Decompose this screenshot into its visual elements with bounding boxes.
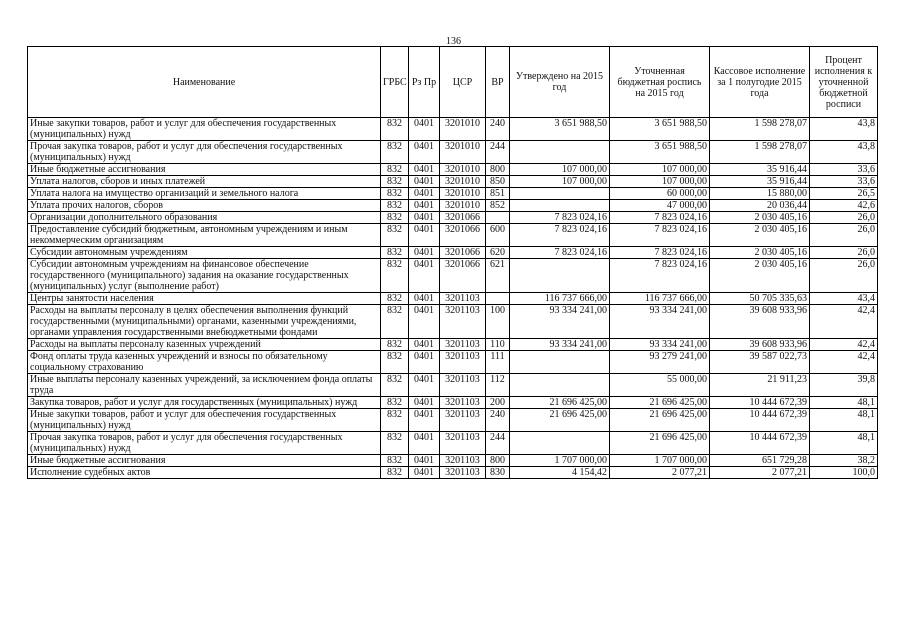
cell-vr: 200 [486,397,510,409]
header-rzpr: Рз Пр [409,47,440,118]
cell-rzpr: 0401 [409,212,440,224]
cell-grbs: 832 [381,200,409,212]
cell-rzpr: 0401 [409,409,440,432]
cell-vr: 851 [486,188,510,200]
cell-name: Прочая закупка товаров, работ и услуг для обеспечения государственных (муниципальных) нужд [28,141,381,164]
table-row [28,224,878,247]
cell-rzpr: 0401 [409,432,440,455]
cell-cash: 2 030 405,16 [710,259,810,293]
cell-name: Расходы на выплаты персоналу в целях обеспечения выполнения функций государственными (муниципальными) органами, казенными учреждениями, органами управления государственными внебюджетными фондами [28,305,381,339]
cell-refined: 3 651 988,50 [610,118,710,141]
cell-approved [510,200,610,212]
header-refined: Уточненная бюджетная роспись на 2015 год [610,47,710,118]
cell-percent: 26,0 [810,259,878,293]
cell-refined: 93 334 241,00 [610,305,710,339]
table-body [28,118,878,479]
header-csr: ЦСР [440,47,486,118]
cell-name: Иные бюджетные ассигнования [28,164,381,176]
cell-csr: 3201066 [440,224,486,247]
cell-grbs: 832 [381,224,409,247]
cell-percent: 42,4 [810,339,878,351]
cell-vr: 240 [486,118,510,141]
cell-grbs: 832 [381,118,409,141]
cell-vr: 830 [486,467,510,479]
cell-percent: 26,5 [810,188,878,200]
cell-approved: 107 000,00 [510,176,610,188]
cell-percent: 48,1 [810,432,878,455]
cell-name: Организации дополнительного образования [28,212,381,224]
cell-csr: 3201103 [440,409,486,432]
cell-grbs: 832 [381,455,409,467]
cell-cash: 2 030 405,16 [710,212,810,224]
cell-cash: 20 036,44 [710,200,810,212]
cell-csr: 3201103 [440,339,486,351]
cell-rzpr: 0401 [409,374,440,397]
cell-grbs: 832 [381,409,409,432]
table-row [28,118,878,141]
cell-name: Иные закупки товаров, работ и услуг для обеспечения государственных (муниципальных) нужд [28,118,381,141]
cell-grbs: 832 [381,247,409,259]
table-row [28,374,878,397]
cell-cash: 2 077,21 [710,467,810,479]
cell-approved: 7 823 024,16 [510,212,610,224]
cell-rzpr: 0401 [409,200,440,212]
cell-rzpr: 0401 [409,164,440,176]
cell-approved [510,141,610,164]
cell-percent: 26,0 [810,212,878,224]
cell-csr: 3201010 [440,118,486,141]
table-row [28,164,878,176]
header-percent: Процент исполнения к уточненной бюджетной росписи [810,47,878,118]
cell-csr: 3201103 [440,305,486,339]
table-row [28,259,878,293]
cell-approved: 93 334 241,00 [510,339,610,351]
header-vr: ВР [486,47,510,118]
cell-approved [510,188,610,200]
cell-approved: 7 823 024,16 [510,247,610,259]
cell-csr: 3201010 [440,176,486,188]
table-row [28,432,878,455]
cell-name: Субсидии автономным учреждениям [28,247,381,259]
cell-csr: 3201066 [440,247,486,259]
table-row [28,397,878,409]
cell-cash: 50 705 335,63 [710,293,810,305]
cell-cash: 2 030 405,16 [710,224,810,247]
cell-vr: 111 [486,351,510,374]
table-row [28,467,878,479]
table-row [28,200,878,212]
cell-vr: 100 [486,305,510,339]
table-header-row [28,47,878,118]
cell-refined: 7 823 024,16 [610,212,710,224]
cell-vr: 244 [486,141,510,164]
cell-name: Центры занятости населения [28,293,381,305]
header-approved: Утверждено на 2015 год [510,47,610,118]
table-row [28,247,878,259]
cell-refined: 116 737 666,00 [610,293,710,305]
cell-rzpr: 0401 [409,305,440,339]
cell-name: Уплата налога на имущество организаций и земельного налога [28,188,381,200]
cell-csr: 3201103 [440,293,486,305]
cell-grbs: 832 [381,212,409,224]
cell-percent: 38,2 [810,455,878,467]
cell-refined: 7 823 024,16 [610,259,710,293]
cell-refined: 3 651 988,50 [610,141,710,164]
cell-percent: 33,6 [810,164,878,176]
cell-csr: 3201066 [440,212,486,224]
cell-name: Иные закупки товаров, работ и услуг для обеспечения государственных (муниципальных) нужд [28,409,381,432]
cell-percent: 26,0 [810,224,878,247]
cell-grbs: 832 [381,432,409,455]
cell-name: Предоставление субсидий бюджетным, автономным учреждениям и иным некоммерческим организациям [28,224,381,247]
header-cash: Кассовое исполнение за 1 полугодие 2015 года [710,47,810,118]
table-row [28,351,878,374]
cell-rzpr: 0401 [409,467,440,479]
table-row [28,176,878,188]
cell-rzpr: 0401 [409,224,440,247]
cell-grbs: 832 [381,467,409,479]
cell-cash: 1 598 278,07 [710,141,810,164]
cell-refined: 60 000,00 [610,188,710,200]
cell-name: Субсидии автономным учреждениям на финансовое обеспечение государственного (муниципального) задания на оказание государственных (муниципальных) услуг (выполнение работ) [28,259,381,293]
cell-vr: 112 [486,374,510,397]
cell-approved: 1 707 000,00 [510,455,610,467]
cell-name: Уплата налогов, сборов и иных платежей [28,176,381,188]
cell-name: Иные бюджетные ассигнования [28,455,381,467]
cell-name: Исполнение судебных актов [28,467,381,479]
cell-percent: 39,8 [810,374,878,397]
cell-rzpr: 0401 [409,247,440,259]
cell-vr: 620 [486,247,510,259]
cell-refined: 93 334 241,00 [610,339,710,351]
cell-rzpr: 0401 [409,293,440,305]
cell-refined: 21 696 425,00 [610,409,710,432]
cell-grbs: 832 [381,259,409,293]
cell-rzpr: 0401 [409,141,440,164]
cell-cash: 39 608 933,96 [710,339,810,351]
cell-grbs: 832 [381,176,409,188]
cell-vr: 800 [486,455,510,467]
cell-refined: 21 696 425,00 [610,432,710,455]
cell-name: Прочая закупка товаров, работ и услуг для обеспечения государственных (муниципальных) нужд [28,432,381,455]
cell-grbs: 832 [381,305,409,339]
cell-cash: 10 444 672,39 [710,432,810,455]
cell-name: Расходы на выплаты персоналу казенных учреждений [28,339,381,351]
cell-percent: 43,4 [810,293,878,305]
cell-percent: 100,0 [810,467,878,479]
cell-percent: 42,4 [810,351,878,374]
cell-rzpr: 0401 [409,118,440,141]
cell-grbs: 832 [381,188,409,200]
cell-percent: 48,1 [810,397,878,409]
budget-table [27,46,878,479]
cell-name: Фонд оплаты труда казенных учреждений и взносы по обязательному социальному страхованию [28,351,381,374]
cell-approved: 116 737 666,00 [510,293,610,305]
cell-vr: 621 [486,259,510,293]
cell-approved: 4 154,42 [510,467,610,479]
cell-percent: 43,8 [810,141,878,164]
cell-vr: 244 [486,432,510,455]
table-row [28,409,878,432]
cell-approved: 93 334 241,00 [510,305,610,339]
cell-cash: 15 880,00 [710,188,810,200]
table-row [28,212,878,224]
cell-csr: 3201103 [440,374,486,397]
cell-csr: 3201103 [440,455,486,467]
cell-csr: 3201103 [440,467,486,479]
cell-refined: 47 000,00 [610,200,710,212]
page-number: 136 [446,36,461,47]
table-row [28,339,878,351]
table-row [28,141,878,164]
cell-grbs: 832 [381,374,409,397]
cell-vr: 110 [486,339,510,351]
cell-cash: 1 598 278,07 [710,118,810,141]
cell-csr: 3201066 [440,259,486,293]
cell-grbs: 832 [381,141,409,164]
cell-percent: 33,6 [810,176,878,188]
cell-vr: 852 [486,200,510,212]
cell-refined: 55 000,00 [610,374,710,397]
cell-csr: 3201103 [440,432,486,455]
cell-refined: 21 696 425,00 [610,397,710,409]
cell-vr [486,212,510,224]
header-name: Наименование [28,47,381,118]
header-grbs: ГРБС [381,47,409,118]
cell-csr: 3201010 [440,141,486,164]
cell-vr: 600 [486,224,510,247]
cell-percent: 42,6 [810,200,878,212]
cell-grbs: 832 [381,293,409,305]
cell-vr [486,293,510,305]
cell-cash: 10 444 672,39 [710,397,810,409]
cell-cash: 651 729,28 [710,455,810,467]
cell-csr: 3201103 [440,351,486,374]
cell-name: Иные выплаты персоналу казенных учреждений, за исключением фонда оплаты труда [28,374,381,397]
cell-rzpr: 0401 [409,397,440,409]
cell-refined: 93 279 241,00 [610,351,710,374]
cell-rzpr: 0401 [409,259,440,293]
cell-refined: 7 823 024,16 [610,224,710,247]
cell-approved: 107 000,00 [510,164,610,176]
cell-cash: 2 030 405,16 [710,247,810,259]
cell-rzpr: 0401 [409,351,440,374]
cell-percent: 48,1 [810,409,878,432]
cell-percent: 43,8 [810,118,878,141]
cell-approved [510,351,610,374]
table-row [28,305,878,339]
cell-cash: 39 608 933,96 [710,305,810,339]
cell-csr: 3201010 [440,200,486,212]
cell-grbs: 832 [381,164,409,176]
cell-grbs: 832 [381,339,409,351]
cell-refined: 107 000,00 [610,176,710,188]
cell-approved [510,432,610,455]
cell-vr: 240 [486,409,510,432]
cell-grbs: 832 [381,397,409,409]
cell-csr: 3201010 [440,188,486,200]
cell-cash: 21 911,23 [710,374,810,397]
cell-cash: 35 916,44 [710,164,810,176]
cell-name: Уплата прочих налогов, сборов [28,200,381,212]
cell-rzpr: 0401 [409,339,440,351]
cell-name: Закупка товаров, работ и услуг для государственных (муниципальных) нужд [28,397,381,409]
cell-cash: 35 916,44 [710,176,810,188]
cell-grbs: 832 [381,351,409,374]
cell-rzpr: 0401 [409,455,440,467]
table-row [28,188,878,200]
cell-approved: 7 823 024,16 [510,224,610,247]
cell-vr: 800 [486,164,510,176]
cell-rzpr: 0401 [409,176,440,188]
cell-cash: 10 444 672,39 [710,409,810,432]
cell-cash: 39 587 022,73 [710,351,810,374]
cell-refined: 1 707 000,00 [610,455,710,467]
cell-refined: 2 077,21 [610,467,710,479]
cell-approved: 3 651 988,50 [510,118,610,141]
cell-vr: 850 [486,176,510,188]
cell-approved: 21 696 425,00 [510,409,610,432]
cell-csr: 3201103 [440,397,486,409]
cell-percent: 42,4 [810,305,878,339]
cell-rzpr: 0401 [409,188,440,200]
cell-percent: 26,0 [810,247,878,259]
cell-csr: 3201010 [440,164,486,176]
table-row [28,455,878,467]
cell-refined: 107 000,00 [610,164,710,176]
cell-approved [510,374,610,397]
cell-approved: 21 696 425,00 [510,397,610,409]
cell-refined: 7 823 024,16 [610,247,710,259]
cell-approved [510,259,610,293]
table-row [28,293,878,305]
